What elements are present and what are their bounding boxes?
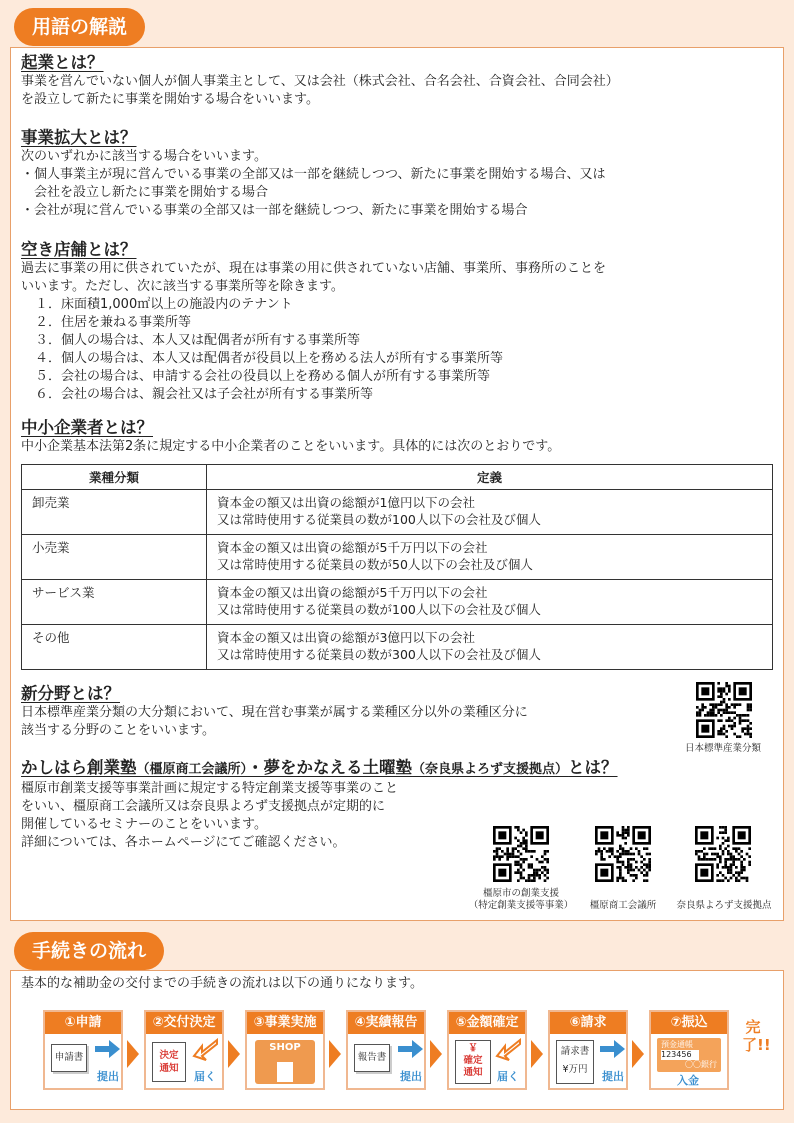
definition-line: 資本金の額又は出資の総額が3億円以下の会社 bbox=[217, 630, 475, 645]
notice-text: 確定 通知 bbox=[463, 1055, 483, 1078]
flow-arrow-icon bbox=[632, 1040, 644, 1068]
step-action: 入金 bbox=[677, 1074, 699, 1087]
juku-line: をいい、橿原商工会議所又は奈良県よろず支援拠点が定期的に bbox=[21, 799, 386, 814]
definition-line: 又は常時使用する従業員の数が300人以下の会社及び個人 bbox=[217, 647, 541, 662]
shop-door bbox=[277, 1062, 293, 1082]
flow-arrow-icon bbox=[329, 1040, 341, 1068]
juku-line: 詳細については、各ホームページにてご確認ください。 bbox=[21, 835, 346, 850]
step-grant-decision bbox=[144, 1010, 224, 1090]
table-cell-category: サービス業 bbox=[22, 580, 207, 625]
table-cell-definition bbox=[207, 535, 773, 580]
akitenpo-block bbox=[21, 240, 606, 404]
table-row bbox=[22, 535, 773, 580]
receive-arrow-icon bbox=[192, 1038, 218, 1065]
step-label: ⑦振込 bbox=[651, 1012, 727, 1034]
definition-line: 又は常時使用する従業員の数が100人以下の会社及び個人 bbox=[217, 512, 541, 527]
definition-line: 又は常時使用する従業員の数が50人以下の会社及び個人 bbox=[217, 557, 533, 572]
akitenpo-item: ３．個人の場合は、本人又は配偶者が所有する事業所等 bbox=[35, 333, 361, 348]
table-cell-category: その他 bbox=[22, 625, 207, 670]
akitenpo-line: いいます。ただし、次に該当する事業所等を除きます。 bbox=[21, 279, 344, 294]
terms-panel bbox=[10, 47, 784, 921]
receive-arrow-icon bbox=[495, 1038, 521, 1065]
juku-heading bbox=[21, 758, 618, 780]
step-report bbox=[346, 1010, 426, 1090]
step-label: ⑤金額確定 bbox=[449, 1012, 525, 1034]
shinbunya-line: 該当する分野のことをいいます。 bbox=[21, 723, 215, 738]
step-action: 届く bbox=[194, 1070, 216, 1083]
invoice-document-icon bbox=[556, 1040, 594, 1084]
kakudai-heading: 事業拡大とは？ bbox=[21, 128, 137, 147]
akitenpo-item: １．床面積1,000㎡以上の施設内のテナント bbox=[35, 297, 293, 312]
akitenpo-heading: 空き店舗とは？ bbox=[21, 240, 137, 259]
kigyou-line: 事業を営んでいない個人が個人事業主として、又は会社（株式会社、合名会社、合資会社、合同会社） bbox=[21, 74, 619, 89]
table-row bbox=[22, 625, 773, 670]
shop-icon bbox=[255, 1040, 315, 1084]
document-icon: 申請書 bbox=[51, 1044, 87, 1072]
complete-label: 完了!! bbox=[742, 1018, 771, 1054]
step-action: 提出 bbox=[400, 1070, 422, 1083]
qr-caption: 日本標準産業分類 bbox=[684, 743, 761, 754]
juku-heading-part: かしはら創業塾 bbox=[21, 758, 137, 777]
shinbunya-block bbox=[21, 684, 528, 740]
kakudai-line: ・個人事業主が現に営んでいる事業の全部又は一部を継続しつつ、新たに事業を開始する場合、又は bbox=[21, 167, 606, 182]
chusho-block bbox=[21, 418, 560, 456]
step-apply bbox=[43, 1010, 123, 1090]
akitenpo-item: ４．個人の場合は、本人又は配偶者が役員以上を務める法人が所有する事業所等 bbox=[35, 351, 504, 366]
bankbook-number: 123456 bbox=[661, 1050, 699, 1060]
sme-definition-table bbox=[21, 464, 773, 670]
step-implementation bbox=[245, 1010, 325, 1090]
juku-heading-part: （奈良県よろず支援拠点） bbox=[412, 762, 569, 777]
step-action: 届く bbox=[497, 1070, 519, 1083]
step-transfer bbox=[649, 1010, 729, 1090]
notice-document-icon: 決定 通知 bbox=[152, 1042, 186, 1082]
kigyou-block bbox=[21, 53, 619, 109]
table-header-row bbox=[22, 465, 773, 490]
qr-caption bbox=[461, 888, 581, 912]
shop-sign: SHOP bbox=[269, 1042, 301, 1053]
kakudai-line: 会社を設立し新たに事業を開始する場合 bbox=[21, 185, 269, 200]
flow-arrow-icon bbox=[228, 1040, 240, 1068]
notice-document-icon bbox=[455, 1040, 491, 1084]
table-row bbox=[22, 580, 773, 625]
invoice-title: 請求書 bbox=[560, 1046, 590, 1057]
step-label: ④実績報告 bbox=[348, 1012, 424, 1034]
juku-line: 開催しているセミナーのことをいいます。 bbox=[21, 817, 267, 832]
table-cell-definition bbox=[207, 625, 773, 670]
juku-heading-part: （橿原商工会議所） bbox=[136, 762, 248, 777]
section-title-procedure: 手続きの流れ bbox=[14, 932, 164, 970]
definition-line: 資本金の額又は出資の総額が1億円以下の会社 bbox=[217, 495, 475, 510]
submit-arrow-icon bbox=[398, 1038, 424, 1063]
kigyou-heading: 起業とは？ bbox=[21, 53, 104, 72]
bankbook-bank: 〇〇銀行 bbox=[685, 1060, 717, 1069]
section-title-terms: 用語の解説 bbox=[14, 8, 145, 46]
table-cell-definition bbox=[207, 580, 773, 625]
step-amount-confirm bbox=[447, 1010, 527, 1090]
table-cell-category: 卸売業 bbox=[22, 490, 207, 535]
table-header: 業種分類 bbox=[22, 465, 207, 490]
bankbook-title: 預金通帳 bbox=[661, 1040, 693, 1049]
qr-caption: 橿原商工会議所 bbox=[589, 900, 657, 911]
juku-line: 橿原市創業支援等事業計画に規定する特定創業支援等事業のこと bbox=[21, 781, 399, 796]
step-label: ③事業実施 bbox=[247, 1012, 323, 1034]
definition-line: 資本金の額又は出資の総額が5千万円以下の会社 bbox=[217, 585, 488, 600]
flow-arrow-icon bbox=[127, 1040, 139, 1068]
flow-arrow-icon bbox=[531, 1040, 543, 1068]
akitenpo-item: ５．会社の場合は、申請する会社の役員以上を務める個人が所有する事業所等 bbox=[35, 369, 491, 384]
invoice-amount: ¥万円 bbox=[562, 1064, 588, 1075]
step-label: ②交付決定 bbox=[146, 1012, 222, 1034]
kakudai-line: ・会社が現に営んでいる事業の全部又は一部を継続しつつ、新たに事業を開始する場合 bbox=[21, 203, 528, 218]
step-action: 提出 bbox=[602, 1070, 624, 1083]
procedure-intro: 基本的な補助金の交付までの手続きの流れは以下の通りになります。 bbox=[21, 976, 423, 991]
chusho-intro: 中小企業基本法第2条に規定する中小企業者のことをいいます。具体的には次のとおりです。 bbox=[21, 439, 561, 454]
shinbunya-heading: 新分野とは？ bbox=[21, 684, 120, 703]
bankbook-icon bbox=[657, 1038, 721, 1072]
yen-mark: ￥ bbox=[468, 1043, 478, 1054]
table-row bbox=[22, 490, 773, 535]
kakudai-block bbox=[21, 128, 605, 220]
qr-code-yorozu-support[interactable] bbox=[695, 826, 751, 882]
akitenpo-line: 過去に事業の用に供されていたが、現在は事業の用に供されていない店舗、事業所、事務所のことを bbox=[21, 261, 607, 276]
table-cell-definition bbox=[207, 490, 773, 535]
qr-code-chamber-of-commerce[interactable] bbox=[595, 826, 651, 882]
juku-heading-part: とは？ bbox=[568, 758, 618, 777]
submit-arrow-icon bbox=[600, 1038, 626, 1063]
qr-caption-line: 橿原市の創業支援 bbox=[482, 888, 559, 899]
chusho-heading: 中小企業者とは？ bbox=[21, 418, 153, 437]
qr-caption: 奈良県よろず支援拠点 bbox=[676, 900, 772, 911]
juku-heading-part: ・夢をかなえる土曜塾 bbox=[247, 758, 413, 777]
qr-code-industry-classification[interactable] bbox=[696, 682, 752, 738]
shinbunya-line: 日本標準産業分類の大分類において、現在営む事業が属する業種区分以外の業種区分に bbox=[21, 705, 528, 720]
kigyou-line: を設立して新たに事業を開始する場合をいいます。 bbox=[21, 92, 319, 107]
table-cell-category: 小売業 bbox=[22, 535, 207, 580]
akitenpo-item: ６．会社の場合は、親会社又は子会社が所有する事業所等 bbox=[35, 387, 374, 402]
definition-line: 資本金の額又は出資の総額が5千万円以下の会社 bbox=[217, 540, 488, 555]
step-label: ①申請 bbox=[45, 1012, 121, 1034]
definition-line: 又は常時使用する従業員の数が100人以下の会社及び個人 bbox=[217, 602, 541, 617]
step-action: 提出 bbox=[97, 1070, 119, 1083]
step-label: ⑥請求 bbox=[550, 1012, 626, 1034]
qr-code-kashihara-support[interactable] bbox=[493, 826, 549, 882]
document-icon: 報告書 bbox=[354, 1044, 390, 1072]
submit-arrow-icon bbox=[95, 1038, 121, 1063]
step-claim bbox=[548, 1010, 628, 1090]
qr-caption-line: （特定創業支援等事業） bbox=[468, 900, 574, 911]
flow-arrow-icon bbox=[430, 1040, 442, 1068]
table-header: 定義 bbox=[207, 465, 773, 490]
akitenpo-item: ２．住居を兼ねる事業所等 bbox=[35, 315, 192, 330]
kakudai-line: 次のいずれかに該当する場合をいいます。 bbox=[21, 149, 267, 164]
